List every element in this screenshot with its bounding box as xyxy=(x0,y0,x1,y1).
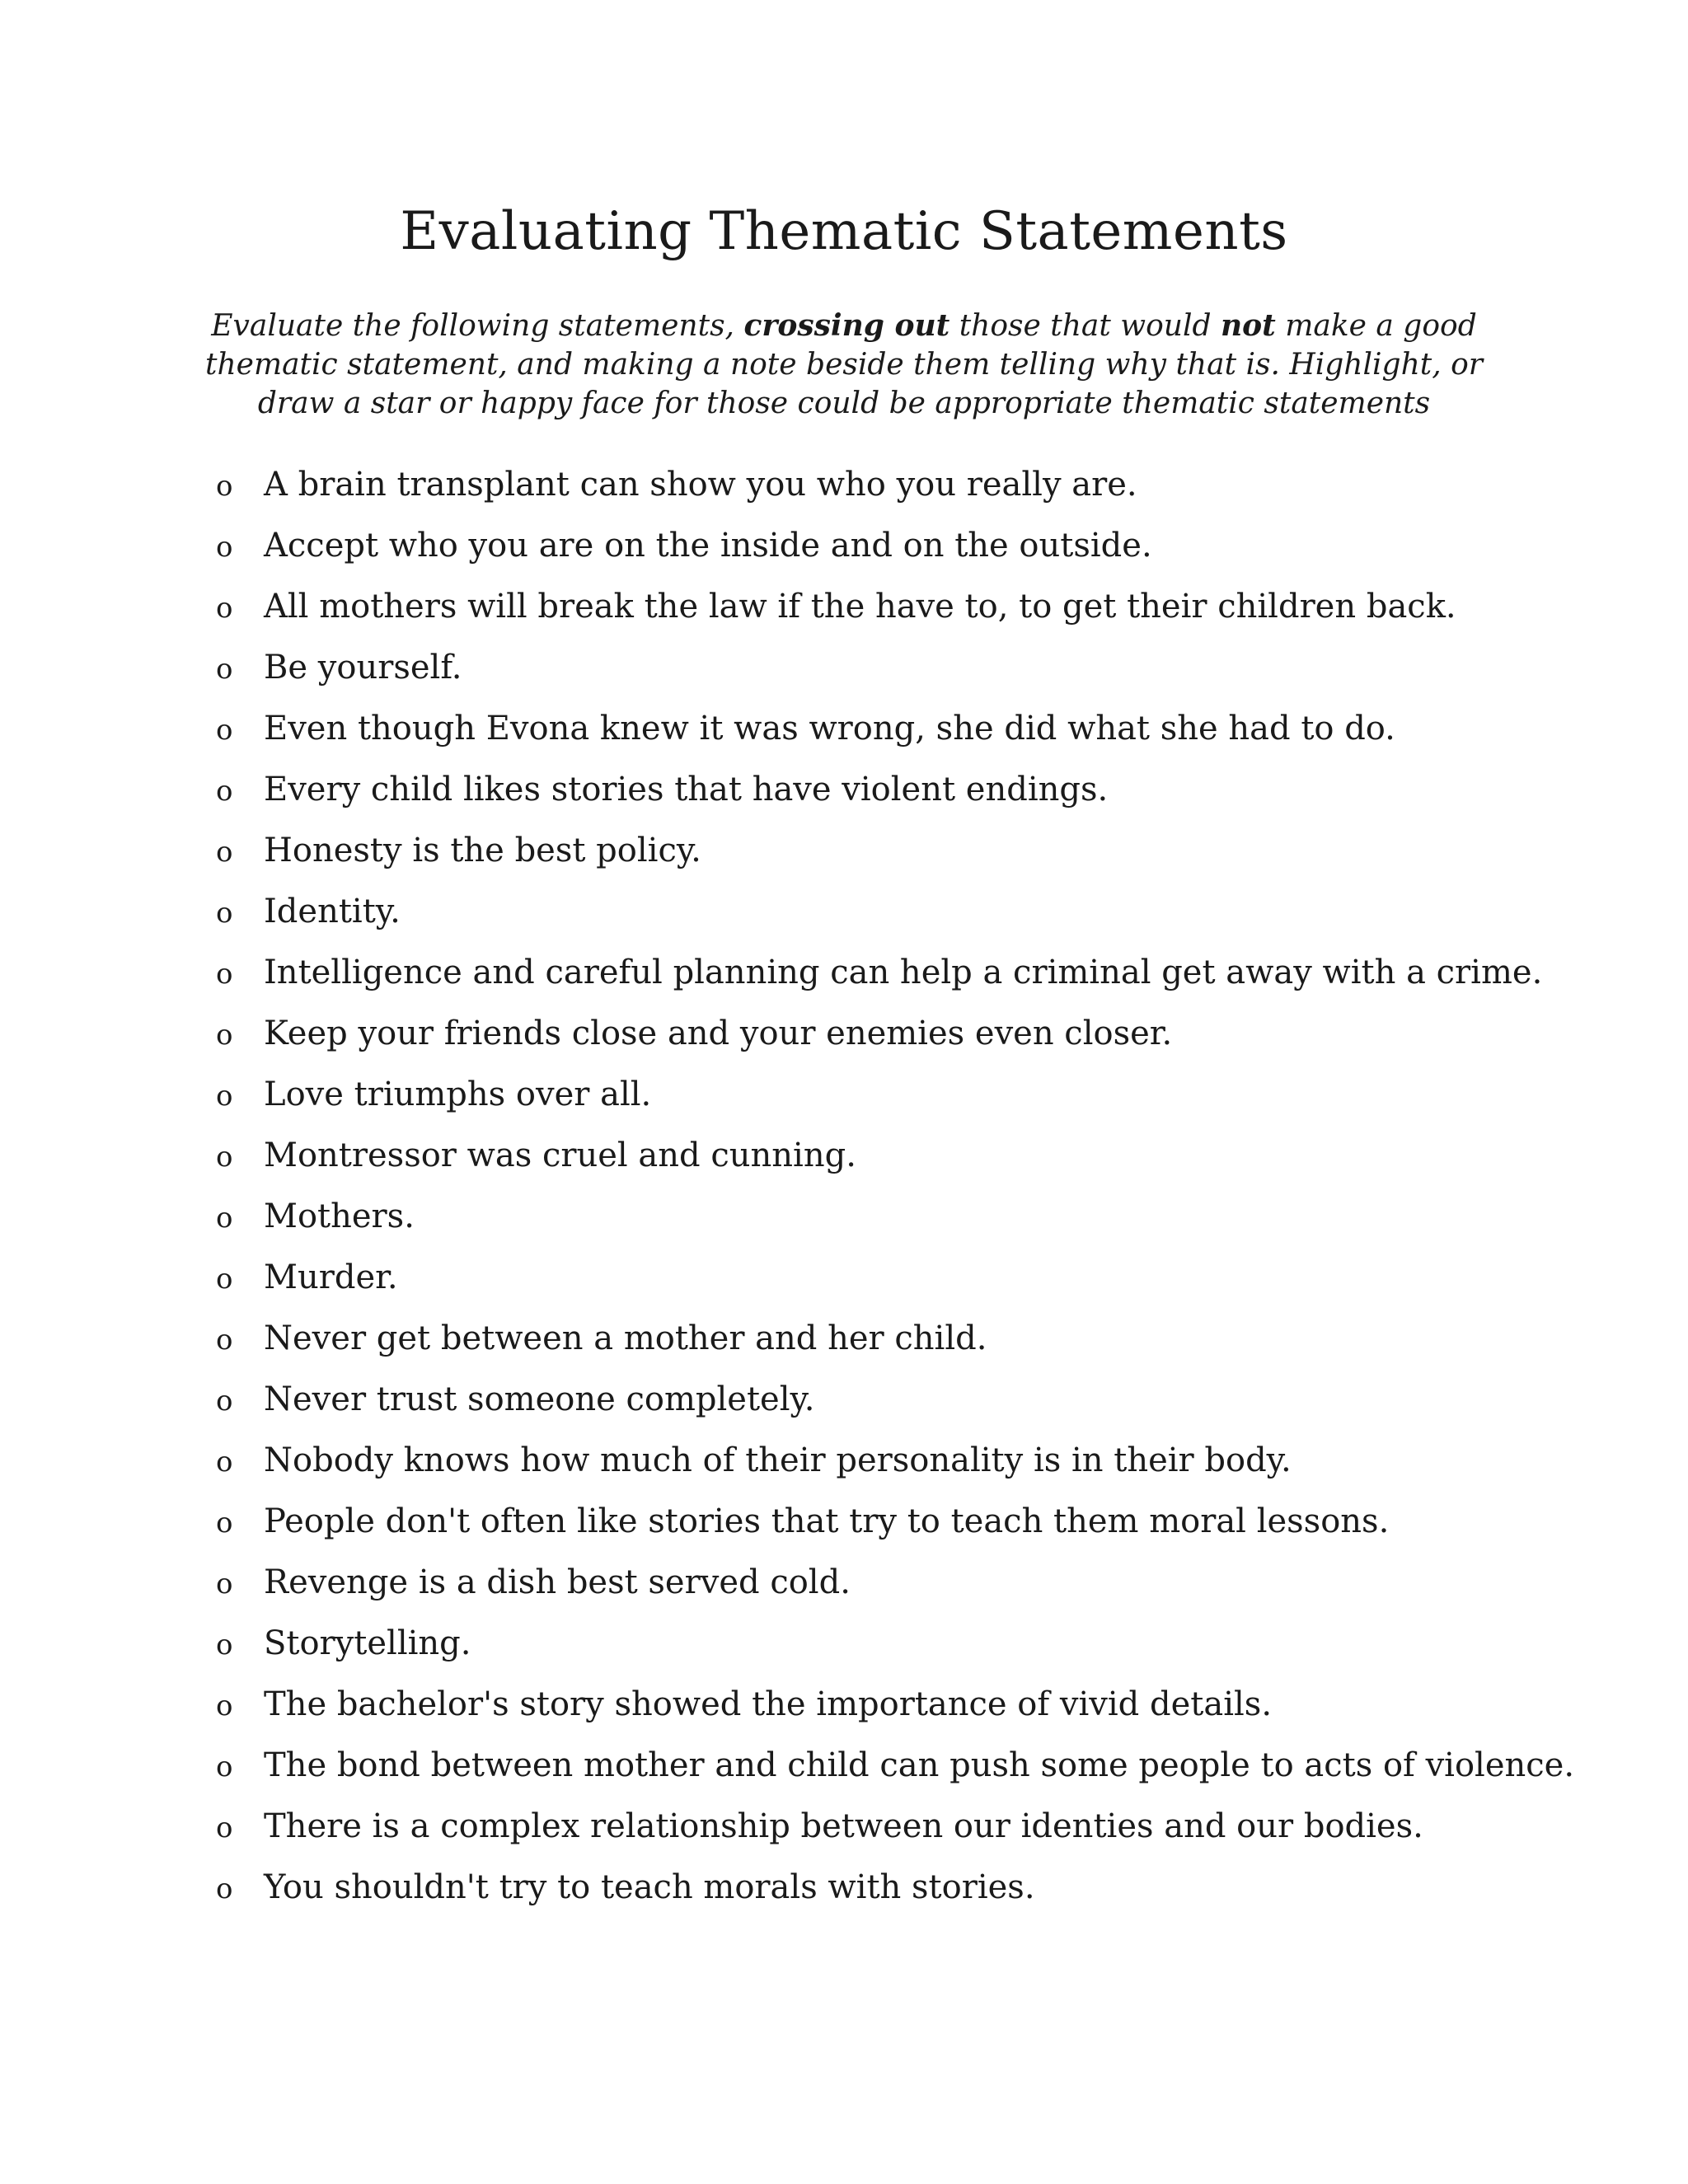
instructions-emphasis-crossing-out: crossing out xyxy=(743,308,950,343)
bullet-circle-icon: o xyxy=(216,958,233,991)
list-item xyxy=(0,888,1688,949)
statement-text: There is a complex relationship between our identies and our bodies. xyxy=(264,1807,1423,1845)
statement-text: Love triumphs over all. xyxy=(264,1076,652,1113)
list-item xyxy=(0,766,1688,827)
list-item xyxy=(0,1132,1688,1193)
list-item xyxy=(0,1559,1688,1620)
list-item xyxy=(0,949,1688,1010)
bullet-circle-icon: o xyxy=(216,531,233,564)
list-item xyxy=(0,1437,1688,1498)
bullet-circle-icon: o xyxy=(216,714,233,747)
bullet-circle-icon: o xyxy=(216,1080,233,1113)
bullet-circle-icon: o xyxy=(216,836,233,869)
bullet-circle-icon: o xyxy=(216,1629,233,1661)
list-item xyxy=(0,583,1688,644)
bullet-circle-icon: o xyxy=(216,1263,233,1296)
statement-text: Even though Evona knew it was wrong, she did what she had to do. xyxy=(264,710,1395,748)
bullet-circle-icon: o xyxy=(216,1507,233,1540)
instructions-emphasis-not: not xyxy=(1220,308,1276,343)
bullet-circle-icon: o xyxy=(216,775,233,808)
list-item xyxy=(0,1498,1688,1559)
bullet-circle-icon: o xyxy=(216,1019,233,1052)
bullet-circle-icon: o xyxy=(216,1872,233,1905)
statement-text: Never get between a mother and her child. xyxy=(264,1319,987,1357)
bullet-circle-icon: o xyxy=(216,653,233,686)
statement-text: Montressor was cruel and cunning. xyxy=(264,1137,856,1174)
page-title: Evaluating Thematic Statements xyxy=(400,201,1288,262)
instructions xyxy=(198,307,1490,423)
list-item xyxy=(0,1071,1688,1132)
list-item xyxy=(0,1681,1688,1742)
list-item xyxy=(0,827,1688,888)
bullet-circle-icon: o xyxy=(216,897,233,930)
bullet-circle-icon: o xyxy=(216,1385,233,1418)
instructions-text-3: make a good thematic statement, and making a note beside them telling why that is. Highlight, or draw a star or happy face for those could be appropriate thematic statements xyxy=(205,309,1483,420)
list-item xyxy=(0,1803,1688,1864)
statement-text: Identity. xyxy=(264,893,401,930)
list-item xyxy=(0,1254,1688,1315)
statement-text: The bond between mother and child can push some people to acts of violence. xyxy=(264,1746,1575,1784)
bullet-circle-icon: o xyxy=(216,592,233,625)
bullet-circle-icon: o xyxy=(216,1750,233,1783)
bullet-circle-icon: o xyxy=(216,1446,233,1479)
statement-text: Never trust someone completely. xyxy=(264,1380,815,1418)
statement-text: Nobody knows how much of their personality is in their body. xyxy=(264,1441,1292,1479)
statement-text: Keep your friends close and your enemies even closer. xyxy=(264,1015,1173,1052)
list-item xyxy=(0,1193,1688,1254)
statement-text: A brain transplant can show you who you really are. xyxy=(264,466,1137,504)
list-item xyxy=(0,1010,1688,1071)
bullet-circle-icon: o xyxy=(216,1141,233,1174)
list-item xyxy=(0,1864,1688,1925)
list-item xyxy=(0,705,1688,766)
list-item xyxy=(0,1620,1688,1681)
statement-text: People don't often like stories that try to teach them moral lessons. xyxy=(264,1502,1390,1540)
bullet-circle-icon: o xyxy=(216,1811,233,1844)
instructions-text-2: those that would xyxy=(950,309,1221,343)
list-item xyxy=(0,523,1688,583)
bullet-circle-icon: o xyxy=(216,1568,233,1601)
statement-text: Every child likes stories that have violent endings. xyxy=(264,771,1109,808)
statement-text: Be yourself. xyxy=(264,649,462,687)
instructions-text-1: Evaluate the following statements, xyxy=(211,309,744,343)
list-item xyxy=(0,1315,1688,1376)
statement-text: Mothers. xyxy=(264,1197,415,1235)
bullet-circle-icon: o xyxy=(216,470,233,503)
statement-text: Storytelling. xyxy=(264,1624,471,1662)
list-item xyxy=(0,1742,1688,1803)
list-item xyxy=(0,1376,1688,1437)
statement-text: Accept who you are on the inside and on the outside. xyxy=(264,527,1152,565)
statement-text: Honesty is the best policy. xyxy=(264,832,701,869)
bullet-circle-icon: o xyxy=(216,1202,233,1235)
list-item xyxy=(0,462,1688,523)
statement-text: Intelligence and careful planning can help a criminal get away with a crime. xyxy=(264,954,1543,991)
statement-text: You shouldn't try to teach morals with stories. xyxy=(264,1868,1035,1906)
statement-list xyxy=(0,462,1688,1925)
statement-text: The bachelor's story showed the importance of vivid details. xyxy=(264,1685,1273,1723)
statement-text: Revenge is a dish best served cold. xyxy=(264,1563,851,1601)
statement-text: All mothers will break the law if the have to, to get their children back. xyxy=(264,588,1456,626)
list-item xyxy=(0,644,1688,705)
statement-text: Murder. xyxy=(264,1258,398,1296)
bullet-circle-icon: o xyxy=(216,1324,233,1357)
bullet-circle-icon: o xyxy=(216,1690,233,1722)
